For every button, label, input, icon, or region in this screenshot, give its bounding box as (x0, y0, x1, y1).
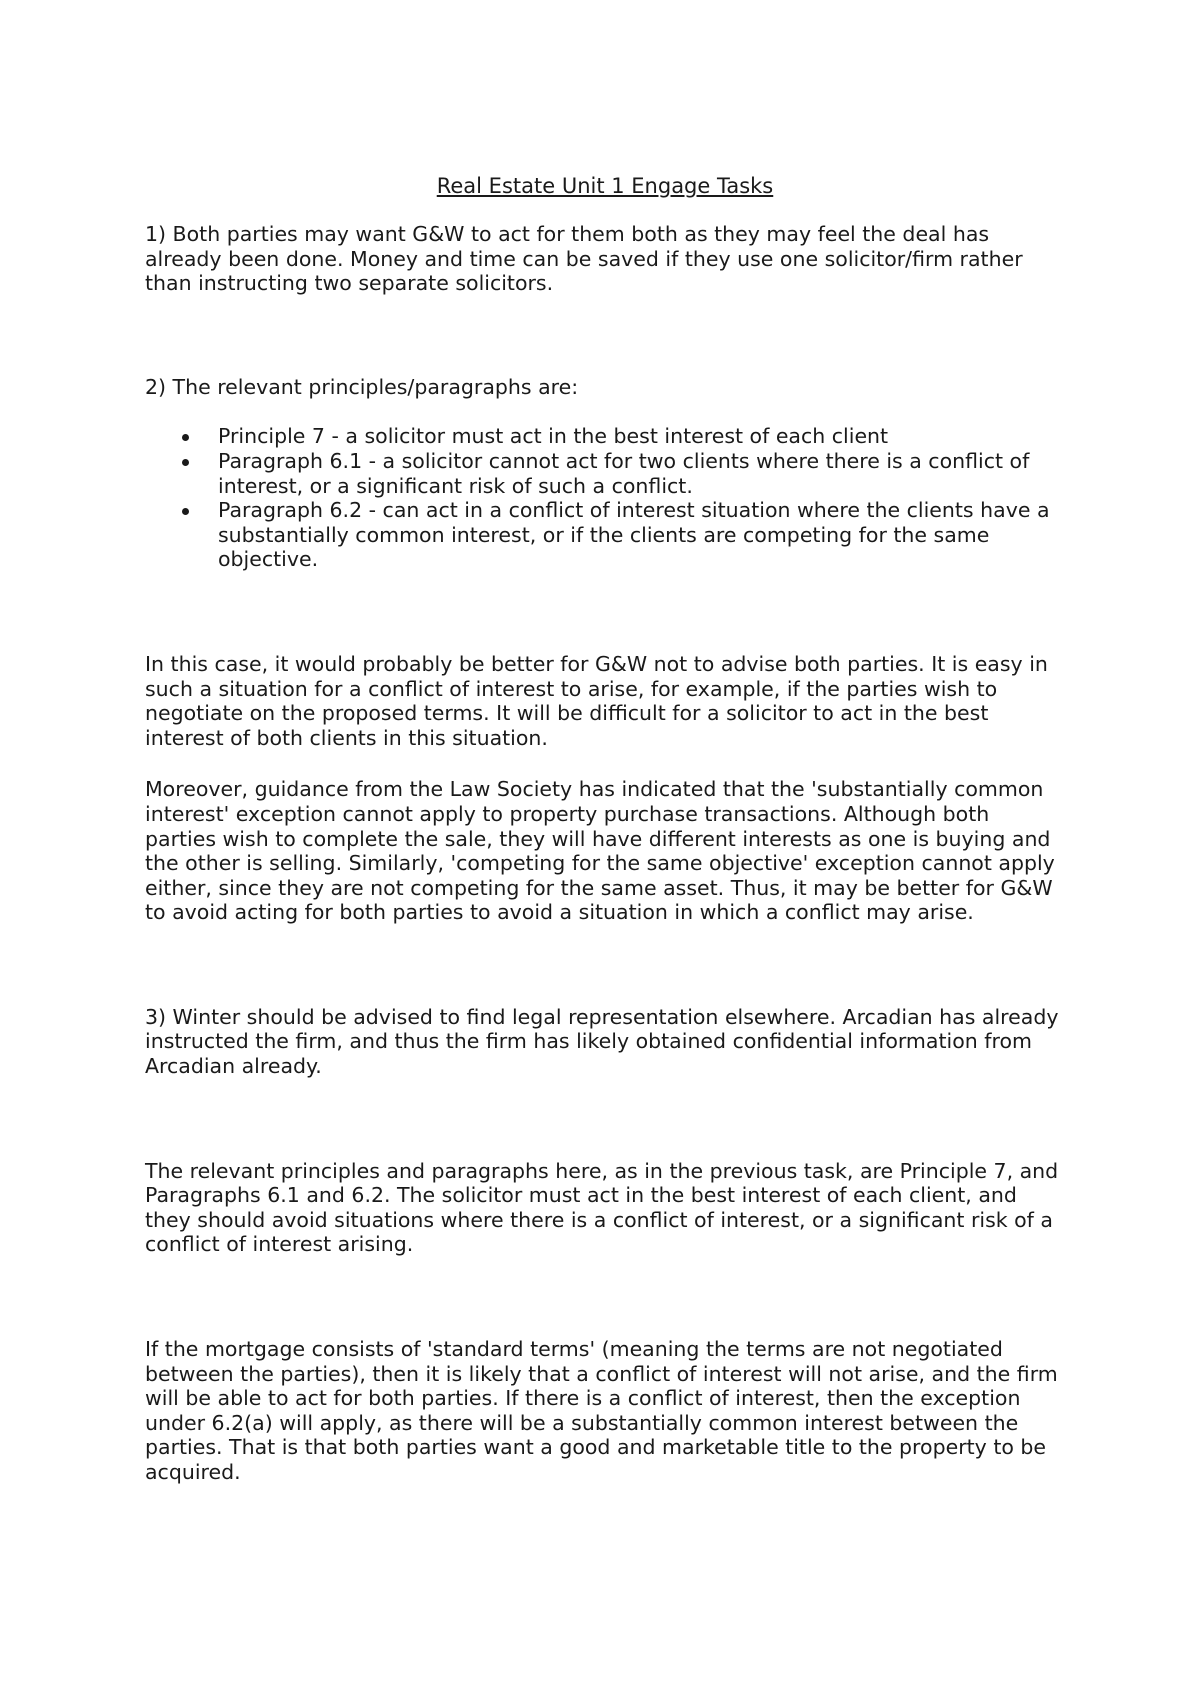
list-item-text: Paragraph 6.2 - can act in a conflict of interest situation where the clients have a substantially common interest, or if the clients are competing for the same objective. (218, 498, 1050, 572)
bullet-icon (182, 508, 189, 515)
task-2-law-society: Moreover, guidance from the Law Society has indicated that the 'substantially common interest' exception cannot apply to property purchase transactions. Although both parties wish to complete the sale, they will have different interests as one is buying and the other is selling. Similarly, 'competing for the same objective' exception cannot apply either, since they are not competing for the same asset. Thus, it may be better for G&W to avoid acting for both parties to avoid a situation in which a conflict may arise. (145, 777, 1055, 925)
list-item (145, 449, 1065, 498)
list-item-text: Principle 7 - a solicitor must act in the best interest of each client (218, 424, 889, 449)
list-item-text: Paragraph 6.1 - a solicitor cannot act for two clients where there is a conflict of interest, or a significant risk of such a conflict. (218, 448, 1030, 498)
document-body (145, 173, 1065, 1485)
task-2-analysis: In this case, it would probably be better for G&W not to advise both parties. It is easy in such a situation for a conflict of interest to arise, for example, if the parties wish to negotiate on the proposed terms. It will be difficult for a solicitor to act in the best interest of both clients in this situation. (145, 651, 1048, 750)
document-title: Real Estate Unit 1 Engage Tasks (436, 174, 774, 198)
task-1-answer: 1) Both parties may want G&W to act for them both as they may feel the deal has already been done. Money and time can be saved if they use one solicitor/firm rather than instructing two separate solicitors. (145, 222, 1023, 296)
list-item (145, 498, 1065, 572)
principles-list (145, 424, 1065, 572)
bullet-icon (182, 434, 189, 441)
task-2-intro: 2) The relevant principles/paragraphs are: (145, 374, 579, 399)
task-3-answer: 3) Winter should be advised to find legal representation elsewhere. Arcadian has already instructed the firm, and thus the firm has likely obtained confidential information from Arcadian already. (145, 1004, 1059, 1079)
bullet-icon (182, 459, 189, 466)
list-item (145, 424, 1065, 449)
task-3-mortgage: If the mortgage consists of 'standard terms' (meaning the terms are not negotiated between the parties), then it is likely that a conflict of interest will not arise, and the firm will be able to act for both parties. If there is a conflict of interest, then the exception under 6.2(a) will apply, as there will be a substantially common interest between the parties. That is that both parties want a good and marketable title to the property to be acquired. (145, 1337, 1058, 1484)
task-3-principles: The relevant principles and paragraphs here, as in the previous task, are Principle 7, and Paragraphs 6.1 and 6.2. The solicitor must act in the best interest of each client, and they should avoid situations where there is a conflict of interest, or a significant risk of a conflict of interest arising. (145, 1158, 1059, 1257)
